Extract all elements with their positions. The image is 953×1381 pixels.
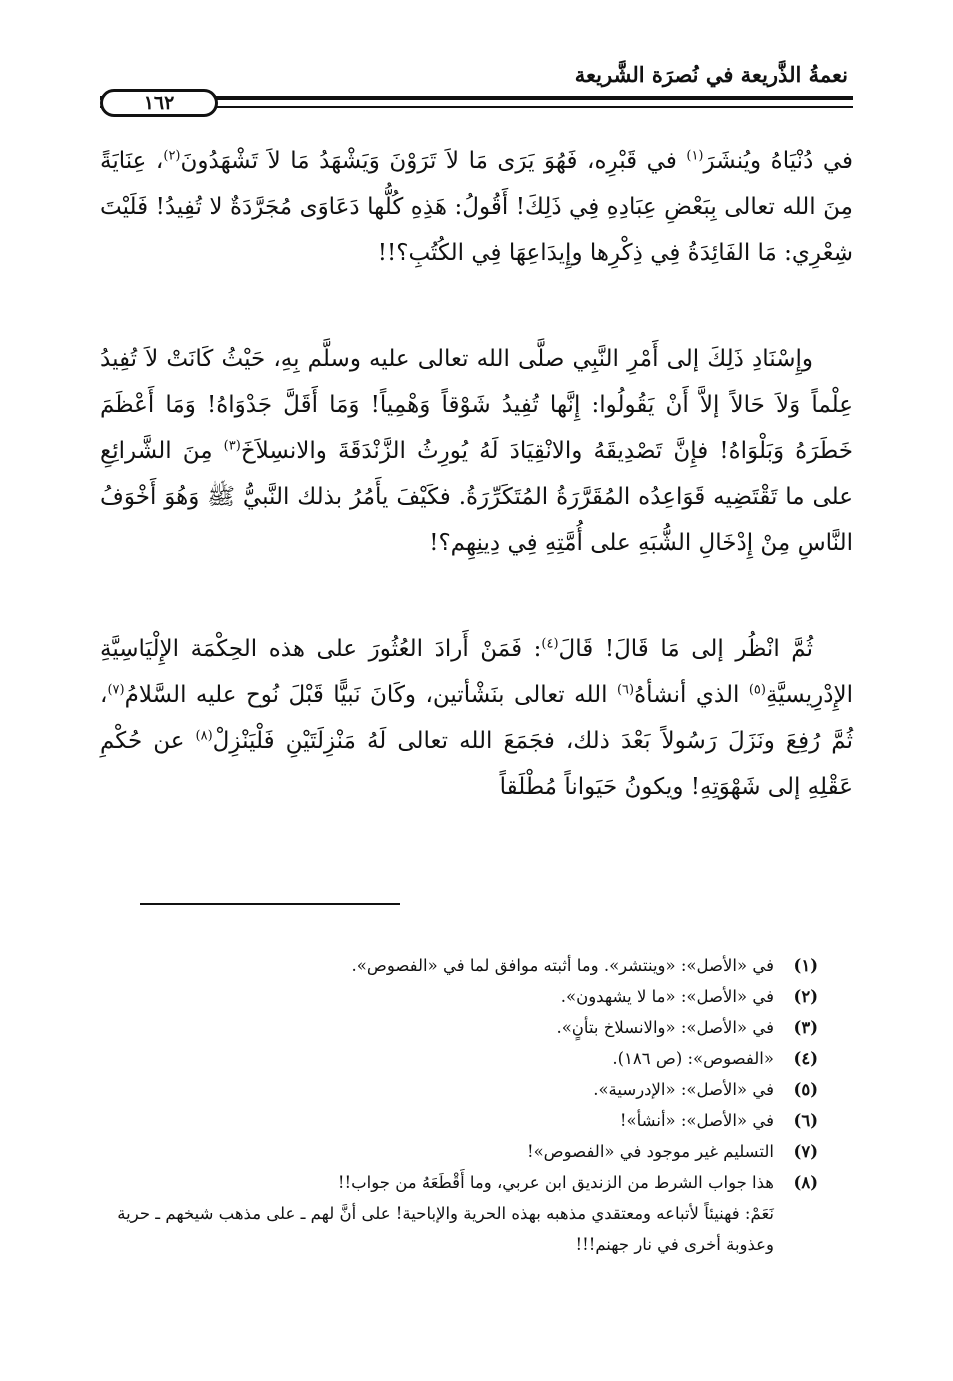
footnote-separator [140, 903, 400, 905]
footnote-text: التسليم غير موجود في «الفصوص»! [526, 1142, 774, 1161]
footnote-marker: (٣) [223, 438, 241, 454]
footnote-number: (٧) [793, 1142, 818, 1161]
footnote-text: هذا جواب الشرط من الزنديق ابن عربي، وما أَقْطَعَهُ من جواب!! [337, 1173, 774, 1192]
footnote [100, 1105, 818, 1136]
footnote-marker: (٥) [748, 682, 766, 698]
footnote [100, 950, 818, 981]
main-text [100, 138, 853, 870]
footnote-number: (٢) [793, 987, 818, 1006]
paragraph-3: ثُمَّ انْظُر إلى مَا قَالَ! قَالَ$^{(٤)}$: فَمَنْ أَرادَ العُثُورَ على هذه الحِكْمَة الإِلْيَاسِيَّةِ الإِدْرِيسيَّةِ$^{(٥)}$ الذي أنشأهُ$^{(٦)}$ الله تعالى بنَشْأتين، وكَانَ نَبيًّا قَبْلَ نُوح عليه السَّلامُ$^{(٧)}$، ثُمَّ رُفِعَ ونَزَلَ رَسُولاً بَعْدَ ذلك، فجَمَعَ الله تعالى لَهُ مَنْزِلَتَيْنِ فَلْيَنْزِلْ$^{(٨)}$ عن حُكْمِ عَقْلِهِ إلى شَهْوَتِهِ! ويكونُ حَيَواناً مُطْلَقاً [100, 636, 854, 800]
footnote-text: في «الأصل»: «وينتشر». وما أثبته موافق لما في «الفصوص». [351, 956, 774, 975]
footnote [100, 1043, 818, 1074]
paragraph-2: وإِسْنَادِ ذَلِكَ إلى أَمْرِ النَّبِي صلَّى الله تعالى عليه وسلَّم بِهِ، حَيْثُ كَانَتْ لاَ تُفِيدُ عِلْماً وَلاَ حَالاً إلاَّ أَنْ يَقُولُوا: إِنَّها تُفِيدُ شَوْقاً وَهْمِياً! وَمَا أَقَلَّ جَدْوَاهُ! وَمَا أَعْظَمَ خَطَرَهُ وَبَلْوَاهُ! فإِنَّ تَصْدِيقَهُ والانْقِيَادَ لَهُ يُورِثُ الزَّنْدَقَةَ والانسِلاَخَ$^{(٣)}$ مِنَ الشَّرائِعِ على ما تَقْتَضِيه قَوَاعِدُه المُقَرَّرَةُ المُتَكَرِّرَةُ. فكَيْفَ يأَمُرُ بذلك النَّبيُّ ﷺ وَهُوَ أَخْوَفُ النَّاسِ مِنْ إِدْخَالِ الشُّبَهِ على أُمَّتِهِ فِي دِينِهِم؟! [100, 346, 853, 556]
footnotes [100, 950, 818, 1260]
footnote-marker: (٦) [616, 682, 635, 698]
page-number-badge [100, 89, 218, 117]
footnote [100, 1167, 818, 1198]
footnote-text: في «الأصل»: «والانسلاخ بتأنٍ». [556, 1018, 774, 1037]
footnote-marker: (٧) [107, 682, 125, 698]
page-number: ١٦٢ [143, 92, 175, 114]
footnote [100, 1074, 818, 1105]
footnote-number: (٣) [793, 1018, 818, 1037]
footnote-number: (١) [793, 956, 818, 975]
footnote-number: (٨) [793, 1173, 818, 1192]
footnote-text: في «الأصل»: «الإدرسية». [593, 1080, 774, 1099]
footnote [100, 1136, 818, 1167]
footnote [100, 1012, 818, 1043]
footnote-marker: (٤) [541, 636, 559, 652]
footnote-marker: (١) [686, 148, 704, 164]
footnote-text: «الفصوص»: (ص ١٨٦). [612, 1049, 774, 1068]
footnote-text: في «الأصل»: «ما لا يشهدون». [560, 987, 774, 1006]
footnote-text: في «الأصل»: «أنشأ»! [619, 1111, 774, 1130]
running-title: نعمةُ الذَّريعة في نُصرَة الشَّريعة [574, 62, 848, 87]
footnote-number: (٥) [793, 1080, 818, 1099]
footnote-marker: (٢) [163, 148, 181, 164]
paragraph-1: في دُنْيَاهُ ويُنشَرَ$^{(١)}$ في قَبْرِه، فَهُوَ يَرَى مَا لاَ تَرَوْنَ وَيَشْهَدُ مَا لاَ تَشْهَدُونَ$^{(٢)}$، عِنَايَةً مِنَ الله تعالى بِبَعْضِ عِبَادِهِ فِي ذَلِكَ! أَقُولُ: هَذِهِ كُلُّها دَعَاوَى مُجَرَّدَةٌ لا تُفِيدُ! فَلَيْتَ شِعْرِي: مَا الفَائِدَةُ فِي ذِكْرِها وإِيدَاعِهَا فِي الكُتُبِ؟!! [100, 148, 854, 266]
footnote-number: (٤) [793, 1049, 818, 1068]
footnote [100, 981, 818, 1012]
footnote-marker: (٨) [195, 728, 213, 744]
footnote-continuation: نَعَمْ: فهنيئاً لأتباعه ومعتقدي مذهبه بهذه الحرية والإباحية! على أنَّ لهم ـ على مذهب شيخهم ـ حرية وعذوبة أخرى في نار جهنم!!! [117, 1204, 774, 1254]
footnote-number: (٦) [793, 1111, 818, 1130]
